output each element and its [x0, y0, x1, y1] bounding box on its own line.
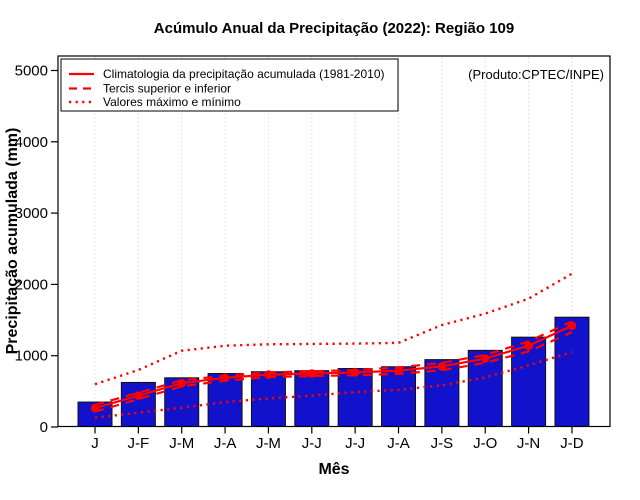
y-tick-label-2000: 2000 [14, 276, 48, 294]
y-tick-label-5000: 5000 [14, 62, 48, 80]
legend [61, 59, 398, 111]
x-tick-label-J-D: J-D [560, 435, 584, 452]
chart-title: Acúmulo Anual da Precipitação (2022): Região 109 [153, 20, 515, 37]
x-tick-label-J-O: J-O [473, 435, 498, 452]
x-tick-label-J-S: J-S [430, 435, 454, 452]
x-tick-label-J: J [91, 435, 99, 452]
product-annotation: (Produto:CPTEC/INPE) [468, 67, 604, 82]
x-axis-title: Mês [318, 461, 350, 478]
bar-2-J-F [121, 382, 155, 426]
climatology-marker-J-J [308, 369, 317, 378]
x-tick-label-J-J: J-J [345, 435, 366, 452]
bar-12-J-D [555, 317, 589, 426]
x-tick-label-J-M: J-M [169, 435, 195, 452]
x-tick-label-J-N: J-N [516, 435, 541, 452]
y-tick-label-4000: 4000 [14, 133, 48, 151]
bar-8-J-A [382, 367, 416, 427]
bar-6-J-J [295, 371, 329, 427]
legend-label-climatology: Climatologia da precipitação acumulada (1981-2010) [103, 67, 385, 81]
x-tick-label-J-M: J-M [255, 435, 281, 452]
legend-label-max-min: Valores máximo e mínimo [103, 95, 241, 109]
x-tick-label-J-A: J-A [387, 435, 410, 452]
y-tick-label-1000: 1000 [14, 347, 48, 365]
x-tick-label-J-A: J-A [213, 435, 237, 452]
y-axis-title: Precipitação acumulada (mm) [4, 127, 21, 355]
bar-7-J-J [338, 369, 372, 427]
bar-5-J-M [251, 372, 285, 427]
x-tick-label-J-F: J-F [127, 435, 150, 452]
y-tick-label-3000: 3000 [14, 205, 48, 223]
y-tick-label-0: 0 [39, 419, 48, 436]
legend-label-terciles: Tercis superior e inferior [103, 81, 232, 96]
x-tick-label-J-J: J-J [301, 435, 322, 452]
